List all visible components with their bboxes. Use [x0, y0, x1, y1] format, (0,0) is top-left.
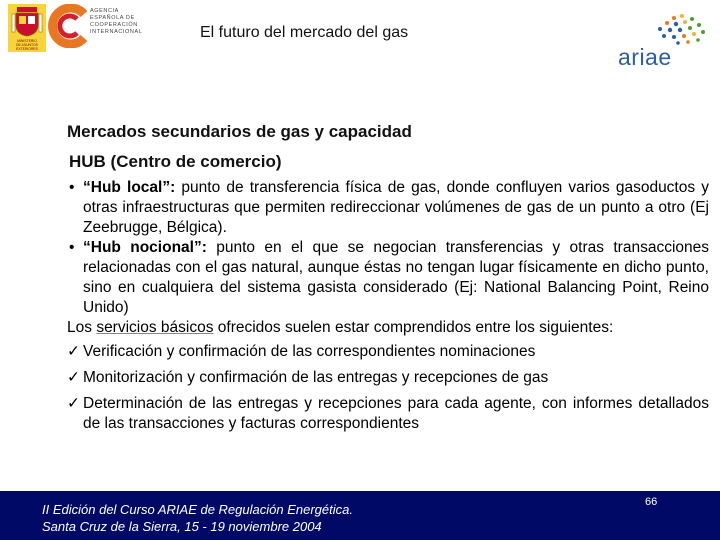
ministry-line-2: DE ASUNTOS [16, 43, 38, 47]
agency-name [90, 8, 142, 36]
bullet-term: “Hub nocional”: [83, 239, 207, 256]
ministry-line-3: EXTERIORES [16, 47, 38, 51]
bullet-marker: • [69, 179, 75, 196]
bullet-marker: • [69, 239, 75, 256]
bullet-item-hub-local [67, 178, 709, 238]
section-subheading: HUB (Centro de comercio) [69, 152, 282, 171]
check-item [67, 368, 709, 388]
check-item [67, 342, 709, 362]
slide-body [67, 120, 709, 434]
ministry-line-1: MINISTERIO [17, 39, 37, 43]
bullet-term: “Hub local”: [83, 179, 176, 196]
page-number: 66 [645, 496, 658, 508]
services-prefix: Los [67, 319, 97, 336]
services-term: servicios básicos [96, 319, 214, 336]
section-heading: Mercados secundarios de gas y capacidad [67, 122, 412, 141]
services-paragraph [67, 318, 709, 338]
spain-coat-of-arms-icon [8, 4, 46, 52]
check-text: Verificación y confirmación de las correspondientes nominaciones [83, 343, 536, 360]
check-mark-icon: ✓ [67, 395, 80, 412]
services-suffix: ofrecidos suelen estar comprendidos entre los siguientes: [213, 319, 614, 336]
course-info [42, 501, 353, 535]
bullet-item-hub-nocional [67, 238, 709, 318]
ariae-logo [612, 14, 712, 74]
bullet-text: punto en el que se negocian transferencias y otras transacciones relacionadas con el gas natural, aunque éstas no tengan lugar físicamente en dicho punto, sino en cualquiera del sistema gasista considerado (Ej: National Balancing Point, Reino Unido) [83, 239, 709, 316]
agency-line: ESPAÑOLA DE [90, 15, 135, 21]
slide-footer [0, 491, 720, 540]
slide-header [0, 0, 720, 80]
ariae-dots-icon [612, 14, 712, 46]
course-location-dates: Santa Cruz de la Sierra, 15 - 19 noviembre 2004 [42, 519, 322, 534]
course-title: II Edición del Curso ARIAE de Regulación Energética. [42, 502, 353, 517]
bullet-text: punto de transferencia física de gas, donde confluyen varios gasoductos y otras infraestructuras que permiten redireccionar volúmenes de gas de un punto a otro (Ej Zeebrugge, Bélgica). [83, 179, 710, 236]
ariae-wordmark: ariae [618, 44, 672, 70]
bullet-list [67, 178, 709, 434]
check-item [67, 394, 709, 434]
check-mark-icon: ✓ [67, 343, 80, 360]
check-text: Determinación de las entregas y recepciones para cada agente, con informes detallados de las transacciones y facturas correspondientes [83, 395, 709, 432]
check-text: Monitorización y confirmación de las entregas y recepciones de gas [83, 369, 549, 386]
agency-line: AGENCIA [90, 8, 119, 14]
agency-line: INTERNACIONAL [90, 29, 143, 35]
agency-line: COOPERACIÓN [90, 22, 138, 28]
check-mark-icon: ✓ [67, 369, 80, 386]
aecid-logo-icon [46, 4, 90, 48]
slide-title: El futuro del mercado del gas [200, 24, 409, 41]
